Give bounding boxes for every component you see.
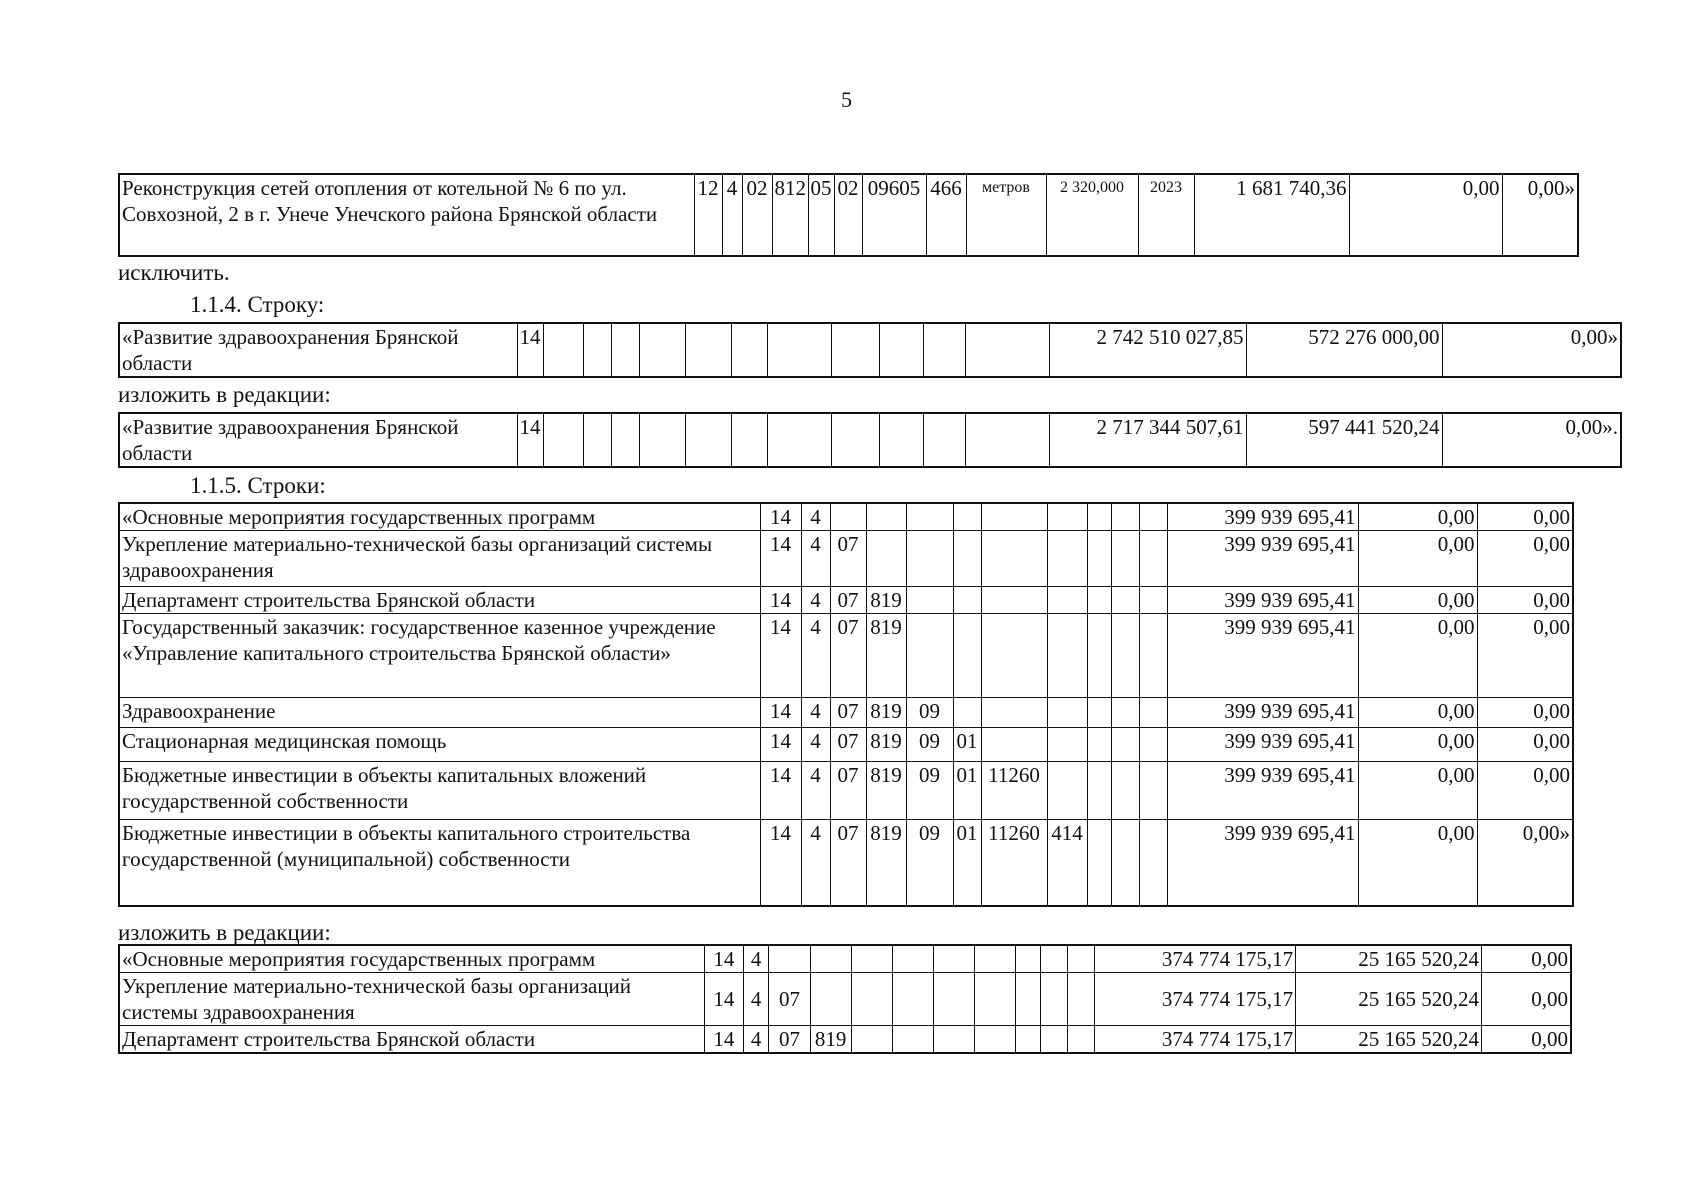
table-cell: 819	[866, 820, 906, 906]
row-name-cell: «Развитие здравоохранения Брянской области	[119, 323, 517, 377]
table-cell: 4	[801, 762, 830, 820]
table-reconstruction-row	[118, 173, 1579, 257]
row-name-cell: «Основные мероприятия государственных программ	[119, 945, 704, 973]
table-cell: 07	[830, 728, 866, 762]
table-cell: 819	[866, 762, 906, 820]
table-cell	[583, 323, 611, 377]
table-cell	[1139, 614, 1167, 698]
table-cell	[685, 413, 731, 467]
table-cell	[879, 323, 923, 377]
table-cell: 14	[704, 973, 743, 1026]
table-cell	[1139, 728, 1167, 762]
table-cell	[1040, 973, 1068, 1026]
table-cell: 4	[801, 698, 830, 728]
row-name-cell: Бюджетные инвестиции в объекты капитальных вложений государственной собственности	[119, 762, 760, 820]
table-cell: 09	[906, 820, 953, 906]
table-row	[119, 503, 1573, 531]
table-cell	[953, 698, 981, 728]
heading-1-1-5: 1.1.5. Строки:	[190, 473, 326, 498]
table-cell: 14	[760, 728, 801, 762]
table-cell: 07	[769, 973, 810, 1026]
table-cell: 0,00	[1477, 587, 1573, 614]
table-cell	[611, 413, 639, 467]
table-cell	[1015, 973, 1040, 1026]
table-cell: 414	[1047, 820, 1087, 906]
row-name-cell: Здравоохранение	[119, 698, 760, 728]
row-name-cell: Бюджетные инвестиции в объекты капитального строительства государственной (муниципальной) собственности	[119, 820, 760, 906]
table-cell: 09	[906, 762, 953, 820]
table-cell	[731, 323, 767, 377]
table-cell: 02	[834, 174, 862, 256]
table-cell	[933, 1026, 974, 1054]
table-cell	[1040, 1026, 1068, 1054]
table-cell: 399 939 695,41	[1167, 728, 1358, 762]
table-cell	[639, 323, 685, 377]
table-cell	[767, 413, 831, 467]
table-cell: 2 742 510 027,85	[1049, 323, 1246, 377]
table-row	[119, 973, 1571, 1026]
table-row	[119, 413, 1621, 467]
table-cell: 819	[810, 1026, 851, 1054]
table-cell	[1087, 531, 1111, 587]
table-cell	[933, 945, 974, 973]
table-cell: 07	[830, 820, 866, 906]
table-cell	[974, 945, 1015, 973]
table-cell	[767, 323, 831, 377]
table-cell	[974, 973, 1015, 1026]
text-exclude: исключить.	[118, 260, 230, 285]
table-cell: 374 774 175,17	[1094, 1026, 1295, 1054]
table-cell: 14	[704, 1026, 743, 1054]
table-activities-old	[118, 502, 1574, 907]
table-cell	[906, 614, 953, 698]
table-cell: 0,00»	[1477, 820, 1573, 906]
table-cell: 25 165 520,24	[1296, 945, 1482, 973]
table-cell: 14	[760, 587, 801, 614]
table-cell	[851, 973, 892, 1026]
row-name-cell: Укрепление материально-технической базы организаций системы здравоохранения	[119, 531, 760, 587]
table-cell: 399 939 695,41	[1167, 531, 1358, 587]
table-cell: 0,00	[1358, 698, 1477, 728]
table-row	[119, 587, 1573, 614]
table-cell: 4	[801, 503, 830, 531]
table-cell	[1047, 531, 1087, 587]
table-cell: 11260	[981, 762, 1047, 820]
table-cell: 399 939 695,41	[1167, 503, 1358, 531]
table-cell	[892, 945, 933, 973]
table-program-row-new	[118, 412, 1622, 468]
table4-body	[119, 503, 1573, 906]
table-cell	[1111, 820, 1139, 906]
table-cell: 07	[830, 614, 866, 698]
table-cell: 11260	[981, 820, 1047, 906]
table-cell: 07	[830, 762, 866, 820]
table-row	[119, 820, 1573, 906]
table-cell: 0,00	[1358, 503, 1477, 531]
table-cell	[1087, 503, 1111, 531]
table-cell: 14	[760, 698, 801, 728]
table-cell	[1068, 945, 1095, 973]
table-cell: 399 939 695,41	[1167, 587, 1358, 614]
table-cell	[981, 531, 1047, 587]
table-cell: 2 717 344 507,61	[1049, 413, 1246, 467]
table-cell	[1111, 531, 1139, 587]
table-cell	[1139, 503, 1167, 531]
page-number: 5	[841, 87, 852, 112]
table1-body	[119, 174, 1578, 256]
table-cell	[851, 1026, 892, 1054]
table-cell	[866, 531, 906, 587]
table-cell	[1087, 698, 1111, 728]
table-cell: 07	[830, 698, 866, 728]
table-cell	[1068, 1026, 1095, 1054]
table-cell: 05	[808, 174, 834, 256]
table-cell: 0,00»	[1502, 174, 1578, 256]
table-row	[119, 728, 1573, 762]
table-cell: 14	[517, 413, 543, 467]
table-cell: 0,00	[1477, 728, 1573, 762]
table-cell: 399 939 695,41	[1167, 698, 1358, 728]
table-cell: 0,00	[1477, 698, 1573, 728]
table-cell	[1047, 762, 1087, 820]
table-row	[119, 1026, 1571, 1054]
table-cell: 01	[953, 762, 981, 820]
table-cell	[611, 323, 639, 377]
table-cell: 572 276 000,00	[1246, 323, 1442, 377]
table-row	[119, 945, 1571, 973]
table-cell	[1139, 820, 1167, 906]
table-cell: 0,00	[1477, 531, 1573, 587]
table2-body	[119, 323, 1621, 377]
table-cell: 14	[760, 820, 801, 906]
table-cell	[1139, 531, 1167, 587]
table-cell: 0,00»	[1442, 323, 1621, 377]
table-cell: 09	[906, 728, 953, 762]
row-name-cell: Стационарная медицинская помощь	[119, 728, 760, 762]
table-cell	[974, 1026, 1015, 1054]
table-cell: 09	[906, 698, 953, 728]
table-cell: 02	[742, 174, 772, 256]
row-name-cell: Государственный заказчик: государственное казенное учреждение «Управление капитального строительства Брянской области»	[119, 614, 760, 698]
table-cell: 0,00	[1349, 174, 1502, 256]
table-cell: 4	[722, 174, 742, 256]
table-cell	[830, 503, 866, 531]
table-cell	[1111, 728, 1139, 762]
table-cell	[810, 945, 851, 973]
table-cell	[639, 413, 685, 467]
table-cell	[1087, 614, 1111, 698]
table-cell: 4	[801, 531, 830, 587]
table-cell	[906, 503, 953, 531]
table-cell	[1139, 762, 1167, 820]
table-cell: 0,00	[1477, 503, 1573, 531]
row-name-cell: Укрепление материально-технической базы организаций системы здравоохранения	[119, 973, 704, 1026]
table-cell: 07	[830, 531, 866, 587]
table-cell	[1087, 728, 1111, 762]
table-cell: 0,00	[1358, 820, 1477, 906]
table-cell	[923, 323, 965, 377]
row-name-cell: «Основные мероприятия государственных программ	[119, 503, 760, 531]
table-cell: 1 681 740,36	[1194, 174, 1349, 256]
table-cell: 597 441 520,24	[1246, 413, 1442, 467]
table-cell: 4	[743, 945, 769, 973]
table-program-row-old	[118, 322, 1622, 378]
row-name-cell: «Развитие здравоохранения Брянской области	[119, 413, 517, 467]
text-edit-2: изложить в редакции:	[118, 920, 331, 945]
table-cell	[1047, 503, 1087, 531]
heading-1-1-4: 1.1.4. Строку:	[190, 292, 325, 317]
table3-body	[119, 413, 1621, 467]
table-cell	[953, 531, 981, 587]
table-cell	[879, 413, 923, 467]
table-cell: 14	[760, 614, 801, 698]
table-cell	[892, 973, 933, 1026]
table-cell: 0,00	[1477, 614, 1573, 698]
table-cell: 01	[953, 820, 981, 906]
row-name-cell: Реконструкция сетей отопления от котельной № 6 по ул. Совхозной, 2 в г. Унече Унечского района Брянской области	[119, 174, 694, 256]
table-cell: 4	[743, 973, 769, 1026]
table-cell: 399 939 695,41	[1167, 820, 1358, 906]
table-cell	[981, 698, 1047, 728]
table-cell	[543, 413, 583, 467]
table-cell	[731, 413, 767, 467]
table-cell	[769, 945, 810, 973]
table-cell	[1015, 1026, 1040, 1054]
table-cell	[953, 614, 981, 698]
table-cell: 374 774 175,17	[1094, 973, 1295, 1026]
table-cell: 0,00	[1358, 728, 1477, 762]
table-cell: 0,00	[1358, 762, 1477, 820]
table-cell: 819	[866, 587, 906, 614]
table-cell	[892, 1026, 933, 1054]
table-cell: 25 165 520,24	[1296, 973, 1482, 1026]
table-cell: 0,00	[1477, 762, 1573, 820]
table-cell: 07	[830, 587, 866, 614]
table-cell	[965, 323, 1049, 377]
table-cell: 01	[953, 728, 981, 762]
table-cell	[1047, 698, 1087, 728]
table-cell: 0,00	[1482, 973, 1571, 1026]
table-cell: 0,00	[1482, 945, 1571, 973]
table-row	[119, 174, 1578, 256]
table-cell	[1047, 728, 1087, 762]
table-cell: 819	[866, 728, 906, 762]
table-cell	[851, 945, 892, 973]
table-cell	[981, 614, 1047, 698]
table-cell	[1111, 503, 1139, 531]
table-row	[119, 698, 1573, 728]
table-cell	[1087, 587, 1111, 614]
table-cell	[981, 503, 1047, 531]
table-cell: 4	[743, 1026, 769, 1054]
table-cell	[1047, 614, 1087, 698]
table-cell: 4	[801, 587, 830, 614]
table-cell	[953, 587, 981, 614]
table-cell: 812	[772, 174, 808, 256]
table-cell	[1040, 945, 1068, 973]
table-cell: 819	[866, 614, 906, 698]
table-cell: 14	[760, 503, 801, 531]
table-cell	[981, 587, 1047, 614]
table-cell	[1111, 762, 1139, 820]
table-cell: 0,00».	[1442, 413, 1621, 467]
table-cell: 14	[760, 762, 801, 820]
table-cell	[1047, 587, 1087, 614]
table-cell: 09605	[862, 174, 926, 256]
table-cell: 14	[517, 323, 543, 377]
table-cell	[953, 503, 981, 531]
table-cell	[685, 323, 731, 377]
table-cell	[933, 973, 974, 1026]
table-row	[119, 614, 1573, 698]
table-cell	[906, 531, 953, 587]
table-row	[119, 323, 1621, 377]
table-cell	[831, 413, 879, 467]
table-cell: 12	[694, 174, 722, 256]
table-row	[119, 762, 1573, 820]
table-cell	[923, 413, 965, 467]
table-cell	[1111, 614, 1139, 698]
row-name-cell: Департамент строительства Брянской области	[119, 587, 760, 614]
table-cell	[1068, 973, 1095, 1026]
table-cell: 399 939 695,41	[1167, 762, 1358, 820]
table-cell	[543, 323, 583, 377]
table-cell: 14	[704, 945, 743, 973]
table-cell	[965, 413, 1049, 467]
table-cell: 0,00	[1358, 614, 1477, 698]
row-name-cell: Департамент строительства Брянской области	[119, 1026, 704, 1054]
table-cell	[1087, 820, 1111, 906]
table-cell: 07	[769, 1026, 810, 1054]
table-cell	[866, 503, 906, 531]
table-cell: 0,00	[1358, 531, 1477, 587]
table-cell	[583, 413, 611, 467]
table-cell: 374 774 175,17	[1094, 945, 1295, 973]
table-cell	[981, 728, 1047, 762]
table-cell: 2023	[1138, 174, 1194, 256]
table-cell: 819	[866, 698, 906, 728]
text-edit-1: изложить в редакции:	[118, 382, 331, 407]
table-cell	[1111, 587, 1139, 614]
table-cell: 4	[801, 820, 830, 906]
table-row	[119, 531, 1573, 587]
table-cell: 2 320,000	[1046, 174, 1138, 256]
table-cell	[1139, 587, 1167, 614]
table-cell: 399 939 695,41	[1167, 614, 1358, 698]
table-cell: 4	[801, 728, 830, 762]
table-cell	[906, 587, 953, 614]
table-cell	[1087, 762, 1111, 820]
table-cell	[810, 973, 851, 1026]
table-cell: 0,00	[1482, 1026, 1571, 1054]
table-cell: 466	[926, 174, 966, 256]
table5-body	[119, 945, 1571, 1053]
table-cell: метров	[966, 174, 1046, 256]
table-cell	[1111, 698, 1139, 728]
table-cell: 4	[801, 614, 830, 698]
table-cell: 14	[760, 531, 801, 587]
table-cell	[831, 323, 879, 377]
table-activities-new	[118, 944, 1572, 1054]
table-cell: 25 165 520,24	[1296, 1026, 1482, 1054]
table-cell	[1139, 698, 1167, 728]
table-cell: 0,00	[1358, 587, 1477, 614]
table-cell	[1015, 945, 1040, 973]
